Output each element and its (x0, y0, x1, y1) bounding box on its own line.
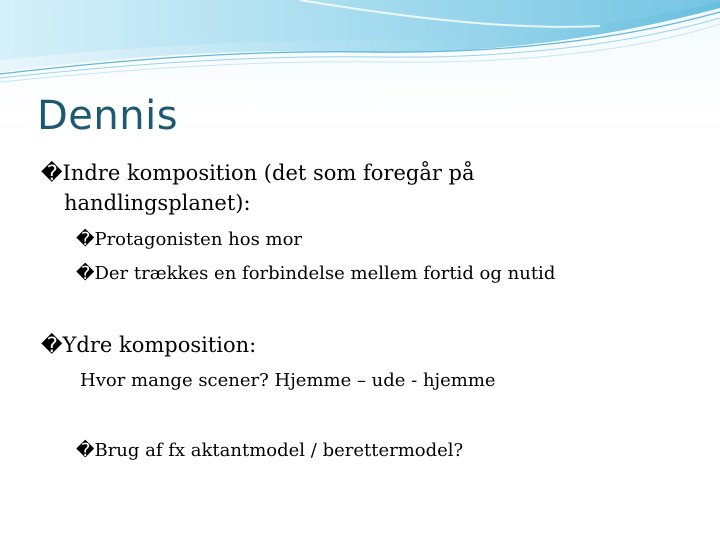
slide-title: Dennis (37, 93, 179, 139)
sub-list-item-text: Protagonisten hos mor (94, 229, 303, 250)
list-item-text: Ydre komposition: (62, 333, 257, 357)
sub-list-item-text: Der trækkes en forbindelse mellem fortid og nutid (94, 263, 556, 284)
bullet-icon: � (41, 161, 63, 185)
list-item-text: handlingsplanet): (64, 191, 251, 215)
list-item (41, 160, 475, 187)
list-item-text: Indre komposition (det som foregår på (62, 161, 475, 185)
sub-list-item (76, 228, 302, 252)
bullet-icon: � (76, 229, 95, 250)
sub-list-item (76, 439, 463, 463)
header-wave-decoration (0, 0, 720, 90)
sub-list-item (76, 262, 555, 286)
list-item (41, 332, 256, 359)
bullet-icon: � (41, 333, 63, 357)
sub-list-text (80, 369, 496, 393)
list-item-continuation (64, 190, 251, 217)
sub-list-item-text: Brug af fx aktantmodel / berettermodel? (94, 440, 464, 461)
bullet-icon: � (76, 440, 95, 461)
bullet-icon: � (76, 263, 95, 284)
sub-list-item-text: Hvor mange scener? Hjemme – ude - hjemme (80, 370, 496, 391)
